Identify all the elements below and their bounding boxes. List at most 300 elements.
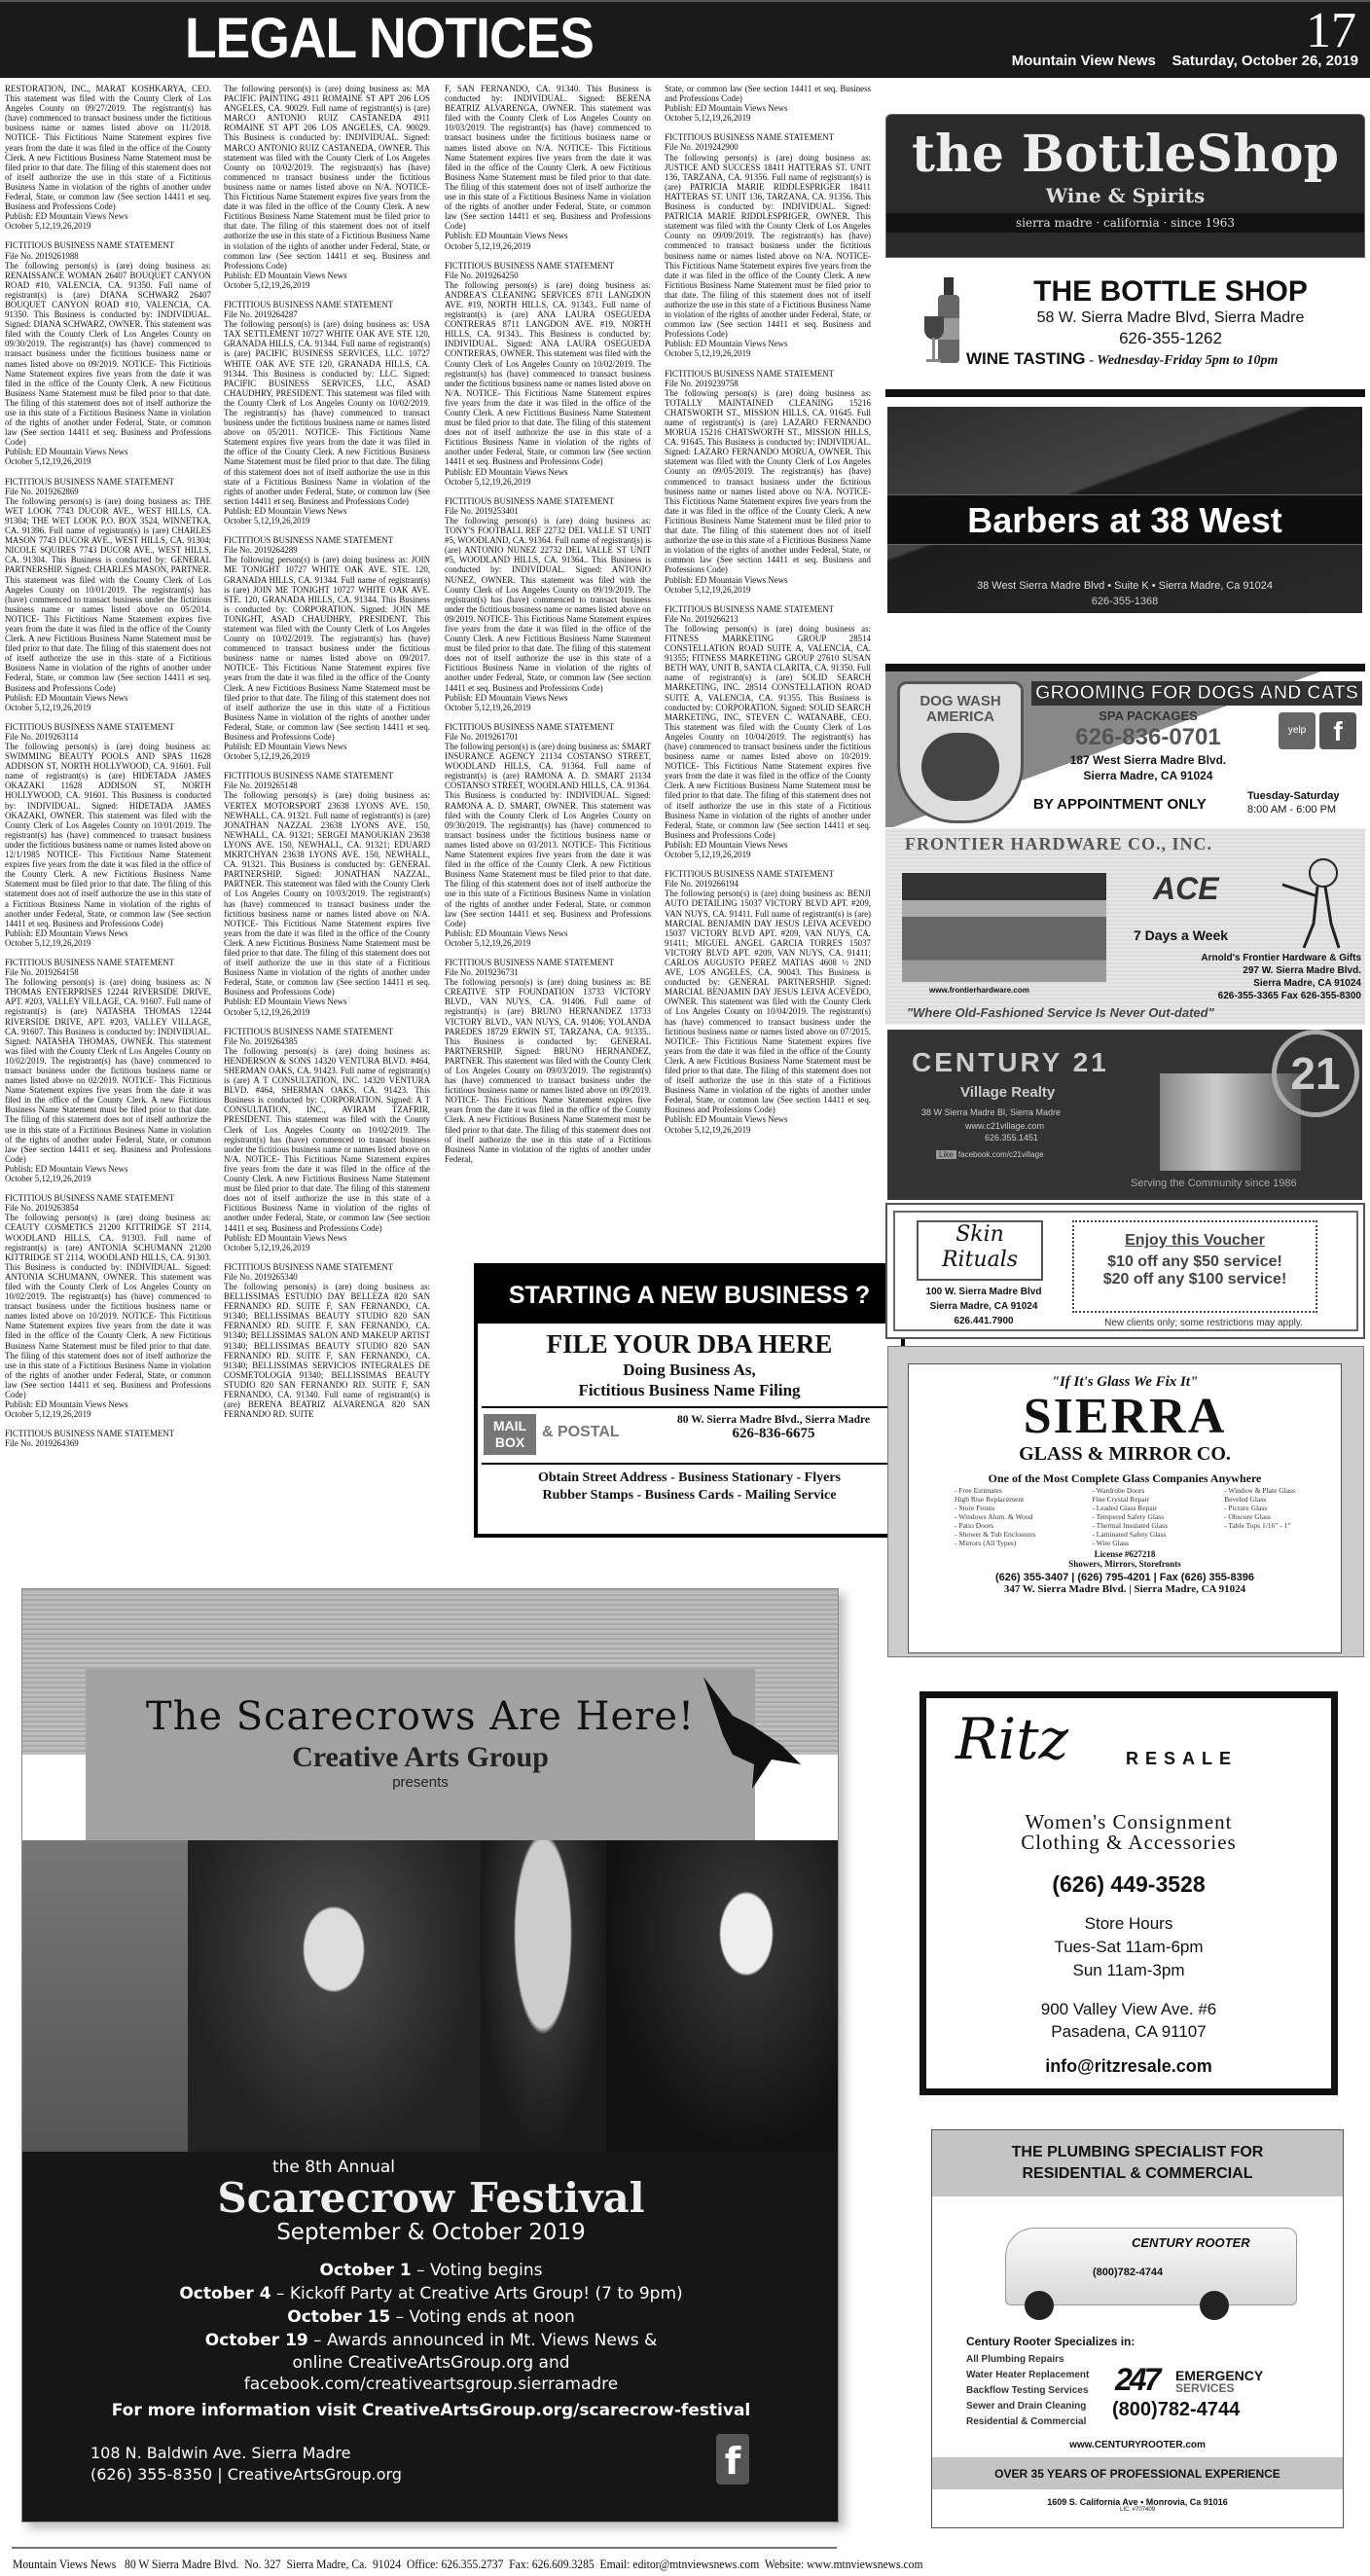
ace-logo: ACE [1153, 871, 1219, 906]
cag-address: 108 N. Baldwin Ave. Sierra Madre [90, 2444, 351, 2462]
notice-body [5, 261, 211, 448]
notice-body [5, 742, 211, 928]
festival-event [22, 2329, 839, 2352]
event-desc: – Voting begins [411, 2261, 543, 2280]
wine-bottle-icon [922, 277, 969, 370]
notice-heading: FICTITIOUS BUSINESS NAME STATEMENT [224, 771, 394, 781]
notice-boilerplate: NOTICE- This Fictitious Name Statement expires five years from the date it was filed in the office of the County Clerk. A new Fictitious Business Name Statement must be filed prior to that date. The filing of this statement does not of itself authorize the use in this state of a Fictitious Business Name in violation of the rights of another under Federal, State, or common law (See section 14411 et seq. Business and Professions Code) [224, 918, 430, 998]
festival-more-info[interactable]: For more information visit CreativeArtsGroup.org/scarecrow-festival [111, 2401, 751, 2420]
notice-file-number [5, 487, 211, 496]
rooter-license: LIC. #707409 [1119, 2507, 1156, 2513]
notice-boilerplate: NOTICE- This Fictitious Name Statement expires five years from the date it was filed in the office of the County Clerk. A new Fictitious Business Name Statement must be filed prior to that date. The filing of this statement does not of itself authorize the use in this state of a Fictitious Business Name in violation of the rights of another under Federal, State, or common law (See section 14411 et seq. Business and Professions Code) [5, 850, 211, 928]
file-number: 2019261701 [475, 731, 519, 742]
notice-publish: Publish: ED Mountain Views News [445, 466, 568, 477]
notice-text: The following person(s) is (are) doing business as: USA TAX SETTLEMENT 10727 WHITE OAK AVE STE 120, GRANADA HILLS, CA. 91344. Full name of registrant(s) is (are) PACIFIC BUSINESS SERVICES, LLC. 10727 WHITE OAK AVE STE 120, GRANADA HILLS, CA. 91344. This Business is conducted by: LLC. Signed: PACIFIC BUSINESS SERVICES, LLC, ASAD CHAUDHRY, PRESIDENT. This statement was filed with the County Clerk of Los Angeles County on 10/02/2019. The registrant(s) has (have) commenced to transact business under the fictitious business name or names listed above on 05/2011. [224, 319, 430, 438]
service-item: High Rise Replacement [955, 1495, 1025, 1504]
notice-dates: October 5,12,19,26,2019 [5, 456, 91, 467]
dog-wash-hours: 8:00 AM - 6:00 PM [1247, 804, 1337, 816]
barbers-title: Barbers at 38 West [887, 494, 1362, 545]
notice-publish: Publish: ED Mountain Views News [5, 692, 128, 703]
notice-boilerplate: NOTICE- This Fictitious Name Statement expires five years from the date it was filed in the office of the County Clerk. A new Fictitious Business Name Statement must be filed prior to that date. The filing of this statement does not of itself authorize the use in this state of a Fictitious Business Name in violation of the rights of another under Federal, State, or common law (See section 14411 et seq. Business and Professions Code) [665, 250, 871, 340]
festival-facebook: facebook.com/creativeartsgroup.sierramadre [243, 2375, 619, 2394]
file-number: 2019236731 [475, 967, 519, 978]
legal-notice [445, 84, 651, 251]
notice-body [5, 496, 211, 693]
notice-text: The following person(s) is (are) doing business as: BELLISSIMAS ESTUDIO DAY BELLEZA 820 SAN FERNANDO RD. SUITE F, SAN FERNANDO, CA. 91340; BELLISSIMAS BEAUTY STUDIO 820 SAN FERNANDO RD. SUITE F, SAN FERNANDO, CA. 91340; BELLISSIMAS SALON AND MAKEUP ARTIST 91340; BELLISSIMAS BEAUTY STUDIO 820 SAN FERNANDO RD. SUITE F, SAN FERNANDO, CA. 91340; BELLISSIMAS SERVICIOS INTEGRALES DE COSMETOLOGIA 91340; BELLISSIMAS BEAUTY STUDIO 820 SAN FERNANDO RD. SUITE F, SAN FERNANDO, CA. 91340. Full name of registrant(s) is (are) BERENA BEATRIZ ALVARENGA 820 SAN FERNANDO RD. SUITE [224, 1281, 430, 1420]
notice-body [445, 742, 651, 928]
footer-contact: Mountain Views News 80 W Sierra Madre Blvd. No. 327 Sierra Madre, Ca. 91024 Office: 626.355.2737 Fax: 626.609.3285 Email: editor@mtnviewsnews.com Website: www.mtnviewsnews.com [13, 2558, 923, 2571]
notice-boilerplate: NOTICE- This Fictitious Name Statement expires five years from the date it was filed in the office of the County Clerk. A new Fictitious Business Name Statement must be filed prior to that date. The filing of this statement does not of itself authorize the use in this state of a Fictitious Business Name in violation of the rights of another under Federal, State, or common law (See section 14411 et seq. Business and Professions Code) [5, 358, 211, 448]
notice-heading: FICTITIOUS BUSINESS NAME STATEMENT [224, 535, 394, 546]
notice-body [665, 84, 871, 103]
notice-text: The following person(s) is (are) doing business as: BE CREATIVE STP FOUNDATION 13733 VICTORY BLVD., VAN NUYS, CA. 91406. Full name of registrant(s) is (are) BRUNO HERNANDEZ 13733 VICTORY BLVD., VAN NUYS, CA. 91406; YOLANDA PAREDES 18729 ERWIN ST, TARZANA, CA. 91335.. This Business is conducted by: GENERAL PARTNERSHIP. Signed: BRUNO HERNANDEZ, PARTNER. This statement was filed with the County Clerk of Los Angeles County on 09/03/2019. The registrant(s) has (have) commenced to transact business under the fictitious business name or names listed above on 09/2019. NOTICE- This Fictitious Name Statement expires five years from the date it was filed in the office of the County Clerk. A new Fictitious Business Name Statement must be filed prior to that date. The filing of this statement does not of itself authorize the use in this state of a Fictitious Business Name in violation of the rights of another under Federal, [445, 977, 651, 1164]
van-wheel [1025, 2291, 1054, 2320]
file-label: File No. [224, 545, 253, 556]
sierra-services [909, 1486, 1341, 1547]
legal-notice [445, 722, 651, 948]
service-item: - Shower & Tub Enclosures [955, 1530, 1036, 1539]
dba-services [482, 1463, 897, 1505]
notice-heading: FICTITIOUS BUSINESS NAME STATEMENT [445, 495, 615, 506]
dog-wash-spa: SPA PACKAGES [1099, 708, 1198, 723]
service-item: Beveled Glass [1224, 1495, 1267, 1504]
file-number: 2019264158 [35, 967, 79, 978]
van-wheel [1200, 2291, 1229, 2320]
notice-body [665, 624, 871, 840]
rooter-phone: (800)782-4744 [1112, 2399, 1241, 2420]
van-brand: CENTURY ROOTER [1132, 2235, 1250, 2250]
notice-body [665, 889, 871, 1114]
sierra-glass-ad [887, 1346, 1364, 1657]
notice-text: F, SAN FERNANDO, CA. 91340. This Business is conducted by: INDIVIDUAL. Signed: BERENA BEATRIZ ALVARENGA, OWNER. This statement was filed with the County Clerk of Los Angeles County on 10/03/2019. The registrant(s) has (have) commenced to transact business under the fictitious business name or names listed above on N/A. [445, 84, 651, 153]
notice-heading: FICTITIOUS BUSINESS NAME STATEMENT [5, 1193, 175, 1204]
notice-publish: Publish: ED Mountain Views News [224, 1232, 347, 1243]
notice-dates: October 5,12,19,26,2019 [665, 1124, 751, 1135]
service-item: - Table Tops 1/16" - 1" [1224, 1521, 1291, 1530]
legal-notice [224, 1262, 430, 1420]
notice-dates: October 5,12,19,26,2019 [224, 279, 310, 290]
file-number: 2019264287 [254, 309, 298, 320]
rooter-headline-line: THE PLUMBING SPECIALIST FOR [1011, 2144, 1264, 2160]
frontier-city: Sierra Madre, CA 91024 [1253, 978, 1361, 989]
notice-text: The following person(s) is (are) doing business as: HENDERSON & SONS 14320 VENTURA BLVD. #464, SHERMAN OAKS, CA. 91423. Full name of registrant(s) is (are) A T CONSULTATION, INC. 14320 VENTURA BLVD. #464, SHERMAN OAKS, CA. 91423. This Business is conducted by: CORPORATION. Signed: A T CONSULTATION, INC., AVIRAM TZAFRIR, PRESIDENT. This statement was filed with the County Clerk of Los Angeles County on 10/02/2019. The registrant(s) has (have) commenced to transact business under the fictitious business name or names listed above on N/A. [224, 1045, 430, 1164]
rooter-specializes: Century Rooter Specializes in: [966, 2335, 1136, 2348]
voucher-offer: $20 off any $100 service! [1102, 1271, 1287, 1288]
legal-column-4 [665, 84, 871, 1256]
mailbox-logo: MAIL BOX [484, 1414, 536, 1455]
file-number: 2019264289 [254, 545, 298, 556]
legal-notice [5, 958, 211, 1183]
file-number: 2019264385 [254, 1035, 298, 1046]
notice-boilerplate: NOTICE- This Fictitious Name Statement expires five years from the date it was filed in the office of the County Clerk. A new Fictitious Business Name Statement must be filed prior to that date. The filing of this statement does not of itself authorize the use in this state of a Fictitious Business Name in violation of the rights of another under Federal, State, or common law (See section 14411 et seq. Business and Professions Code) [224, 1153, 430, 1233]
notice-text: The following person(s) is (are) doing business as: THE WET LOOK 7743 DUCOR AVE., WEST HILLS, CA. 91304; THE WET LOOK P.O. BOX 3524, WINNETKA, CA. 91396. Full name of registrant(s) is (are) CHARLES MASON 7743 DUCOR AVE., WEST HILLS, CA. 91304; NICOLE SQUIRES 7743 DUCOR AVE., WEST HILLS, CA. 91304. This Business is conducted by: GENERAL PARTNERSHIP. Signed: CHARLES MASON, PARTNER. This statement was filed with the County Clerk of Los Angeles County on 10/01/2019. The registrant(s) has (have) commenced to transact business under the fictitious business name or names listed above on 05/2014. [5, 495, 211, 614]
legal-notice [665, 84, 871, 123]
van-phone: (800)782-4744 [1093, 2267, 1164, 2278]
scarecrow-presents: presents [392, 1774, 449, 1791]
skin-address: 100 W. Sierra Madre Blvd [925, 1287, 1042, 1297]
festival-annual: the 8th Annual [271, 2158, 396, 2177]
event-date: October 1 [319, 2261, 412, 2280]
service-item: - Mirrors (All Types) [955, 1539, 1017, 1547]
file-label: File No. [224, 1271, 253, 1282]
frontier-days: 7 Days a Week [1134, 927, 1229, 943]
file-label: File No. [5, 486, 34, 496]
notice-boilerplate: NOTICE- This Fictitious Name Statement expires five years from the date it was filed in the office of the County Clerk. A new Fictitious Business Name Statement must be filed prior to that date. The filing of this statement does not of itself authorize the use in this state of a Fictitious Business Name in violation of the rights of another under Federal, State, or common law (See section 14411 et seq. Business and Professions Code) [665, 761, 871, 840]
notice-file-number [224, 1036, 430, 1046]
service-item: - Windows Alum. & Wood [955, 1512, 1033, 1521]
notice-dates: October 5,12,19,26,2019 [665, 584, 751, 595]
notice-boilerplate: NOTICE- This Fictitious Name Statement expires five years from the date it was filed in the office of the County Clerk. A new Fictitious Business Name Statement must be filed prior to that date. The filing of this statement does not of itself authorize the use in this state of a Fictitious Business Name in violation of the rights of another under Federal, State, or common law (See section 14411 et seq. Business and Professions Code) [445, 142, 651, 232]
ritz-tagline-2: Clothing & Accessories [1021, 1831, 1237, 1854]
notice-body [445, 280, 651, 467]
file-label: File No. [224, 309, 253, 320]
notice-heading: FICTITIOUS BUSINESS NAME STATEMENT [665, 132, 835, 143]
file-label: File No. [445, 270, 474, 280]
notice-file-number [445, 967, 651, 977]
notice-dates: October 5,12,19,26,2019 [665, 850, 751, 860]
ritz-email[interactable]: info@ritzresale.com [1045, 2056, 1212, 2076]
notice-boilerplate: NOTICE- This Fictitious Name Statement expires five years from the date it was filed in the office of the County Clerk. A new Fictitious Business Name Statement must be filed prior to that date. The filing of this statement does not of itself authorize the use in this state of a Fictitious Business Name in violation of the rights of another under Federal, State, or common law (See section 14411 et seq. Business and Professions Code) [445, 387, 651, 467]
file-number: 2019266213 [695, 613, 739, 624]
dateline [1012, 53, 1358, 69]
like-button[interactable]: Like [936, 1150, 956, 1159]
notice-body [224, 555, 430, 742]
notice-publish: Publish: ED Mountain Views News [665, 103, 788, 114]
notice-publish: Publish: ED Mountain Views News [5, 1163, 128, 1174]
file-label: File No. [5, 1203, 34, 1214]
rooter-service-item: All Plumbing Repairs [966, 2354, 1064, 2365]
notice-heading: FICTITIOUS BUSINESS NAME STATEMENT [224, 1261, 394, 1272]
dog-wash-city: Sierra Madre, CA 91024 [1083, 769, 1213, 782]
ritz-resale-ad [919, 1691, 1338, 2095]
notice-text: The following person(s) is (are) doing business as: VERTEX MOTORSPORT 23638 LYONS AVE. 150, NEWHALL, CA. 91321. Full name of registrant(s) is (are) JONATHAN NAZZAL 23638 LYONS AVE. 150, NEWHALL, CA. 91321; SERGEI MANOUKIAN 23638 LYONS AVE. 150, NEWHALL, CA. 91321; EDUARD MKRTCHYAN 23638 LYONS AVE. 150, NEWHALL, CA. 91321. This Business is conducted by: GENERAL PARTNERSHIP. Signed: JONATHAN NAZZAL, PARTNER. This statement was filed with the County Clerk of Los Angeles County on 10/03/2019. The registrant(s) has (have) commenced to transact business under the fictitious business name or names listed above on N/A. [224, 790, 430, 919]
barbers-ad [887, 407, 1362, 613]
dog-wash-appointment: BY APPOINTMENT ONLY [1033, 796, 1207, 813]
service-item: - Thermal Insulated Glass [1092, 1521, 1168, 1530]
sierra-phones: (626) 355-3407 | (626) 795-4201 | Fax (626) 355-8396 [994, 1572, 1255, 1583]
sierra-tagline: One of the Most Complete Glass Companies Anywhere [988, 1471, 1262, 1485]
bottleshop-sub: sierra madre · california · since 1963 [886, 213, 1364, 233]
notice-file-number [224, 1272, 430, 1282]
dog-wash-days: Tuesday-Saturday [1247, 790, 1340, 802]
notice-text: The following person(s) is (are) doing business as: TONY'S FOOTBALL REF 22732 DEL VALLE ST UNIT #5, WOODLAND, CA. 91364. Full name of registrant(s) is (are) ANTONIO NUNEZ 22732 DEL VALLE ST UNIT #5, WOODLAND HILLS, CA. 91364.. This Business is conducted by: INDIVIDUAL. Signed: ANTONIO NUNEZ, OWNER. This statement was filed with the County Clerk of Los Angeles County on 09/19/2019. The registrant(s) has (have) commenced to transact business under the fictitious business name or names listed above on 09/2019. [445, 515, 651, 624]
scarecrow-headline: The Scarecrows Are Here! [145, 1694, 696, 1739]
service-van [1005, 2208, 1297, 2325]
festival-online: online CreativeArtsGroup.org and [292, 2353, 570, 2373]
file-number: 2019253401 [475, 505, 519, 516]
notice-dates: October 5,12,19,26,2019 [445, 476, 531, 487]
century-rooter-ad [931, 2129, 1344, 2489]
scarecrow-photos [22, 1840, 839, 2152]
rooter-service-item: Backflow Testing Services [966, 2385, 1089, 2396]
dog-wash-headline: GROOMING FOR DOGS AND CATS [1031, 681, 1362, 706]
dba-services-line: Obtain Street Address - Business Stationary - Flyers [538, 1470, 841, 1485]
service-item: - Obscure Glass [1224, 1512, 1271, 1521]
service-item: - Patio Doors [955, 1521, 994, 1530]
notice-text: The following person(s) is (are) doing business as: CEAUTY COSMETICS 21200 KITTRIDGE ST 2114, WOODLAND HILLS, CA. 91303. Full name of registrant(s) is (are) ANTONIA SCHUMANN 21200 KITTRIDGE ST 2114, WOODLAND HILLS, CA. 91303. This Business is conducted by: INDIVIDUAL. Signed: ANTONIA SCHUMANN, OWNER. This statement was filed with the County Clerk of Los Angeles County on 10/02/2019. The registrant(s) has (have) commenced to transact business under the fictitious business name or names listed above on 10/2019. [5, 1213, 211, 1322]
dba-title: FILE YOUR DBA HERE [546, 1329, 833, 1359]
notice-body [665, 153, 871, 340]
notice-file-number [224, 545, 430, 555]
service-item: - Free Estimates [955, 1486, 1002, 1495]
notice-file-number [5, 1438, 211, 1448]
service-item: - Store Fronts [955, 1504, 995, 1512]
facebook-icon[interactable]: f [716, 2434, 749, 2485]
legal-notice [224, 84, 430, 290]
legal-notice [445, 261, 651, 487]
photo-glasses-scarecrow [480, 1840, 606, 2152]
ritz-address: 900 Valley View Ave. #6 [1040, 2000, 1217, 2018]
century21-title: CENTURY 21 [912, 1047, 1109, 1077]
festival-events [22, 2259, 839, 2352]
notice-boilerplate: NOTICE- This Fictitious Name Statement expires five years from the date it was filed in the office of the County Clerk. A new Fictitious Business Name Statement must be filed prior to that date. The filing of this statement does not of itself authorize the use in this state of a Fictitious Business Name in violation of the rights of another under Federal, State, or common law (See section 14411 et seq. Business and Professions Code) [224, 427, 430, 506]
festival-title: Scarecrow Festival [217, 2174, 645, 2222]
notice-file-number [445, 506, 651, 516]
yelp-icon[interactable]: yelp [1279, 712, 1316, 749]
notice-text: RESTORATION, INC., MARAT KOSHKARYA, CEO. This statement was filed with the County Clerk of Los Angeles County on 09/27/2019. The registrant(s) has (have) commenced to transact business under the fictitious business name or names listed above on 11/2018. [5, 84, 211, 133]
legal-notice [445, 958, 651, 1164]
notice-boilerplate: NOTICE- This Fictitious Name Statement expires five years from the date it was filed in the office of the County Clerk. A new Fictitious Business Name Statement must be filed prior to that date. The filing of this statement does not of itself authorize the use in this state of a Fictitious Business Name in violation of the rights of another under Federal, State, or common law (See section 14411 et seq. Business and Professions Code) [224, 663, 430, 742]
notice-publish: Publish: ED Mountain Views News [5, 447, 128, 457]
festival-event [22, 2282, 839, 2305]
notice-dates: October 5,12,19,26,2019 [5, 1409, 91, 1420]
notice-file-number [665, 879, 871, 889]
skin-city: Sierra Madre, CA 91024 [929, 1301, 1038, 1312]
notice-boilerplate: NOTICE- This Fictitious Name Statement expires five years from the date it was filed in the office of the County Clerk. A new Fictitious Business Name Statement must be filed prior to that date. The filing of this statement does not of itself authorize the use in this state of a Fictitious Business Name in violation of the rights of another under Federal, State, or common law (See section 14411 et seq. Business and Professions Code) [445, 613, 651, 693]
divider [885, 664, 1365, 671]
file-number: 2019263114 [35, 731, 79, 742]
file-number: 2019265148 [254, 780, 298, 791]
notice-boilerplate: NOTICE- This Fictitious Name Statement expires five years from the date it was filed in the office of the County Clerk. A new Fictitious Business Name Statement must be filed prior to that date. The filing of this statement does not of itself authorize the use in this state of a Fictitious Business Name in violation of the rights of another under Federal, State, or common law (See section 14411 et seq. Business and Professions Code) [5, 1311, 211, 1399]
file-number: 2019261988 [35, 250, 79, 261]
notice-dates: October 5,12,19,26,2019 [445, 240, 531, 251]
wine-tasting [966, 349, 1278, 369]
notice-heading: FICTITIOUS BUSINESS NAME STATEMENT [5, 240, 175, 251]
photo-frida-scarecrow [606, 1840, 839, 2152]
wine-tasting-hours: - Wednesday-Friday 5pm to 10pm [1089, 353, 1279, 368]
century21-phone: 626.355.1451 [985, 1133, 1039, 1143]
notice-heading: FICTITIOUS BUSINESS NAME STATEMENT [5, 1429, 175, 1439]
legal-notice [5, 722, 211, 948]
legal-notice [224, 535, 430, 761]
notice-boilerplate: NOTICE- This Fictitious Name Statement expires five years from the date it was filed in the office of the County Clerk. A new Fictitious Business Name Statement must be filed prior to that date. The filing of this statement does not of itself authorize the use in this state of a Fictitious Business Name in violation of the rights of another under Federal, State, or common law (See section 14411 et seq. Business and Professions Code) [5, 613, 211, 693]
service-item: - Picture Glass [1224, 1504, 1268, 1512]
notice-dates: October 5,12,19,26,2019 [5, 702, 91, 712]
dog-wash-logo [897, 681, 1024, 823]
notice-publish: Publish: ED Mountain Views News [665, 1114, 788, 1125]
legal-notice [665, 369, 871, 595]
file-number: 2019264369 [35, 1438, 79, 1449]
dog-face-icon [921, 733, 999, 801]
frontier-store: Arnold's Frontier Hardware & Gifts [1201, 953, 1361, 963]
notice-boilerplate: NOTICE- This Fictitious Name Statement expires five years from the date it was filed in the office of the County Clerk. A new Fictitious Business Name Statement must be filed prior to that date. The filing of this statement does not of itself authorize the use in this state of a Fictitious Business Name in violation of the rights of another under Federal, State, or common law (See section 14411 et seq. Business and Professions Code) [445, 839, 651, 928]
notice-dates: October 5,12,19,26,2019 [5, 221, 91, 232]
crow-icon [694, 1667, 811, 1794]
rooter-services [966, 2352, 1089, 2430]
voucher-note: New clients only; some restrictions may apply. [1104, 1318, 1303, 1328]
notice-body [5, 977, 211, 1164]
notice-publish: Publish: ED Mountain Views News [5, 1399, 128, 1410]
file-label: File No. [5, 731, 34, 742]
service-item: - Window & Plate Glass [1224, 1486, 1295, 1495]
notice-heading: FICTITIOUS BUSINESS NAME STATEMENT [224, 299, 394, 309]
notice-file-number [224, 309, 430, 319]
bottleshop-tagline: Wine & Spirits [1045, 184, 1206, 207]
dba-filing-ad [474, 1263, 905, 1538]
rooter-website[interactable]: www.CENTURYROOTER.com [1069, 2440, 1206, 2450]
photo-spiderman-scarecrow [22, 1840, 188, 2152]
voucher-title: Enjoy this Voucher [1125, 1232, 1265, 1249]
notice-heading: FICTITIOUS BUSINESS NAME STATEMENT [5, 721, 175, 732]
notice-heading: FICTITIOUS BUSINESS NAME STATEMENT [445, 260, 615, 271]
ritz-hours: Tues-Sat 11am-6pm [1054, 1938, 1204, 1956]
notice-text: The following person(s) is (are) doing business as: SWIMMING BEAUTY POOLS AND SPAS 11628 ADDISON ST, NORTH HOLLYWOOD, CA. 91601. Full name of registrant(s) is (are) HIDETADA JAMES OKAZAKI 11628 ADDISON ST, NORTH HOLLYWOOD, CA. 91601. This Business is conducted by: INDIVIDUAL. Signed: HIDETADA JAMES OKAZAKI, OWNER. This statement was filed with the County Clerk of Los Angeles County on 10/01/2019. The registrant(s) has (have) commenced to transact business under the fictitious business name or names listed above on 12/1/1985 [5, 742, 211, 860]
century-rooter-footer [931, 2489, 1344, 2528]
frontier-phones: 626-355-3365 Fax 626-355-8300 [1217, 991, 1361, 1001]
dba-contact [647, 1414, 900, 1442]
frontier-website[interactable]: www.frontierhardware.com [929, 986, 1029, 995]
service-item: - Tempered Safety Glass [1092, 1512, 1165, 1521]
frontier-title: FRONTIER HARDWARE CO., INC. [905, 834, 1213, 853]
legal-notice [5, 240, 211, 466]
file-label: File No. [665, 142, 694, 153]
page-number: 17 [1306, 3, 1356, 58]
legal-column-2 [224, 84, 430, 1563]
sierra-address: 347 W. Sierra Madre Blvd. | Sierra Madre, CA 91024 [1003, 1583, 1246, 1595]
event-date: October 4 [179, 2284, 271, 2304]
dog-wash-ad [885, 671, 1365, 827]
ritz-hours-title: Store Hours [1084, 1914, 1173, 1933]
notice-heading: FICTITIOUS BUSINESS NAME STATEMENT [5, 957, 175, 967]
dba-address: 80 W. Sierra Madre Blvd., Sierra Madre [677, 1414, 870, 1426]
service-item: - Leaded Glass Repair [1092, 1504, 1158, 1512]
century21-facebook[interactable]: Like facebook.com/c21village [936, 1150, 1044, 1159]
notice-dates: October 5,12,19,26,2019 [445, 937, 531, 948]
notice-publish: Publish: ED Mountain Views News [445, 927, 568, 938]
notice-boilerplate: NOTICE- This Fictitious Name Statement expires five years from the date it was filed in the office of the County Clerk. A new Fictitious Business Name Statement must be filed prior to that date. The filing of this statement does not of itself authorize the use in this state of a Fictitious Business Name in violation of the rights of another under Federal, State, or common law (See section 14411 et seq. Business and Professions Code) [665, 486, 871, 575]
file-label: File No. [5, 967, 34, 978]
file-label: File No. [665, 613, 694, 624]
legal-notice [665, 604, 871, 859]
notice-text: State, or common law (See section 14411 et seq. Business and Professions Code) [665, 84, 871, 104]
notice-heading: FICTITIOUS BUSINESS NAME STATEMENT [224, 1026, 394, 1036]
legal-notice [5, 84, 211, 231]
file-label: File No. [224, 1035, 253, 1046]
service-item: Fine Crystal Repair [1092, 1495, 1150, 1504]
service-column [1092, 1486, 1168, 1547]
frontier-hardware-ad [885, 828, 1365, 1025]
frontier-slogan: "Where Old-Fashioned Service Is Never Out-dated" [907, 1005, 1214, 1020]
notice-publish: Publish: ED Mountain Views News [224, 997, 347, 1007]
notice-text: The following person(s) is (are) doing business as: SMART INSURANCE AGENCY 21134 COSTANSO STREET, WOODLAND HILLS, CA. 91364. Full name of registrant(s) is (are) RAMONA A. D. SMART 21134 COSTANSO STREET, WOODLAND HILLS, CA. 91364. This Business is conducted by: INDIVIDUAL. Signed: RAMONA A. D. SMART, OWNER. This statement was filed with the County Clerk of Los Angeles County on 09/30/2019. The registrant(s) has (have) commenced to transact business under the fictitious business name or names listed above on 03/2013. [445, 742, 651, 850]
notice-heading: FICTITIOUS BUSINESS NAME STATEMENT [445, 721, 615, 732]
notice-body [224, 84, 430, 271]
notice-text: The following person(s) is (are) doing business as: MA PACIFIC PAINTING 4911 ROMAINE ST APT 206 LOS ANGELES, CA. 90029. Full name of registrant(s) is (are) MARCO ANTONIO RUIZ CASTANEDA 4911 ROMAINE ST APT 206 LOS ANGELES, CA. 90029. This Business is conducted by: INDIVIDUAL. Signed: MARCO ANTONIO RUIZ CASTANEDA, OWNER. This statement was filed with the County Clerk of Los Angeles County on 10/02/2019. The registrant(s) has (have) commenced to transact business under the fictitious business name or names listed above on N/A. [224, 84, 430, 192]
rooter-experience: OVER 35 YEARS OF PROFESSIONAL EXPERIENCE [932, 2457, 1343, 2489]
notice-publish: Publish: ED Mountain Views News [224, 270, 347, 280]
notice-body [224, 790, 430, 997]
file-label: File No. [5, 250, 34, 261]
notice-text: The following person(s) is (are) doing business as: ANDREA'S CLEANING SERVICES 8711 LANGDON AVE. #19, NORTH HILLS, CA. 91343.. Full name of registrant(s) is (are) ANA LAURA OSEGUEDA CONTRERAS 8711 LANGDON AVE. #19, NORTH HILLS, CA. 91343.. This Business is conducted by: INDIVIDUAL. Signed: ANA LAURA OSEGUEDA CONTRERAS, OWNER. This statement was filed with the County Clerk of Los Angeles County on 10/02/2019. The registrant(s) has (have) commenced to transact business under the fictitious business name or names listed above on N/A. [445, 279, 651, 398]
legal-notice [5, 1193, 211, 1419]
service-item: - Laminated Safety Glass [1092, 1530, 1167, 1539]
file-label: File No. [665, 378, 694, 388]
ritz-phone: (626) 449-3528 [1052, 1871, 1206, 1897]
bottleshop-address: 58 W. Sierra Madre Blvd, Sierra Madre [1036, 309, 1305, 326]
voucher [1072, 1220, 1317, 1313]
notice-dates: October 5,12,19,26,2019 [445, 702, 531, 712]
bottleshop-logo: the BottleShop [912, 125, 1339, 184]
voucher-offer: $10 off any $50 service! [1107, 1253, 1282, 1270]
legal-column-3 [445, 84, 651, 1256]
notice-file-number [5, 967, 211, 977]
rooter-services-word: SERVICES [1175, 2381, 1235, 2395]
notice-dates: October 5,12,19,26,2019 [5, 1174, 91, 1184]
notice-body [665, 388, 871, 575]
notice-body [445, 977, 651, 1164]
notice-publish: Publish: ED Mountain Views News [224, 742, 347, 752]
notice-text: The following person(s) is (are) doing business as: RENAISSANCE WOMAN 26407 BOUQUET CANYON ROAD #10, VALENCIA, CA. 91350. Full name of registrant(s) is (are) DIANA SCHWARZ 26407 BOUQUET CANYON ROAD #10, VALENCIA, CA. 91350. This Business is conducted by: INDIVIDUAL. Signed: DIANA SCHWARZ, OWNER. This statement was filed with the County Clerk of Los Angeles County on 09/30/2019. The registrant(s) has (have) commenced to transact business under the fictitious business name or names listed above on 09/2019. [5, 260, 211, 369]
legal-notice [5, 1429, 211, 1448]
wine-tasting-label: WINE TASTING [966, 349, 1086, 368]
hardware-man-icon [1275, 855, 1352, 953]
file-label: File No. [5, 1438, 34, 1449]
footer-rule [12, 2547, 837, 2549]
file-number: 2019263854 [35, 1203, 79, 1214]
notice-file-number [445, 732, 651, 742]
file-label: File No. [445, 967, 474, 978]
notice-heading: FICTITIOUS BUSINESS NAME STATEMENT [665, 869, 835, 880]
event-date: October 19 [204, 2331, 308, 2350]
festival-months: September & October 2019 [276, 2220, 586, 2245]
notice-file-number [665, 142, 871, 152]
photo-hippie-scarecrow [188, 1840, 480, 2152]
file-number: 2019262869 [35, 486, 79, 496]
legal-notice [445, 496, 651, 712]
century21-sub: Village Realty [960, 1084, 1056, 1101]
dba-subtitle-2: Fictitious Business Name Filing [578, 1381, 801, 1399]
notice-text: The following person(s) is (are) doing business as: N THOMAS ENTERPRISES 12244 RIVERSIDE DRIVE, APT. #203, VALLEY VILLAGE, CA. 91607. Full name of registrant(s) is (are) NATASHA THOMAS 12244 RIVERSIDE DRIVE, APT. #203, VALLEY VILLAGE, CA. 91607. This Business is conducted by: INDIVIDUAL. Signed: NATASHA THOMAS, OWNER. This statement was filed with the County Clerk of Los Angeles County on 10/02/2019. The registrant(s) has (have) commenced to transact business under the fictitious business name or names listed above on 02/2019. [5, 977, 211, 1086]
service-item: - Wardrobe Doors [1092, 1486, 1145, 1495]
file-label: File No. [224, 780, 253, 791]
service-column [1224, 1486, 1295, 1547]
file-label: File No. [665, 879, 694, 889]
notice-file-number [5, 251, 211, 261]
century21-website[interactable]: www.c21village.com [965, 1121, 1045, 1131]
rooter-service-item: Residential & Commercial [966, 2416, 1087, 2427]
notice-boilerplate: NOTICE- This Fictitious Name Statement expires five years from the date it was filed in the office of the County Clerk. A new Fictitious Business Name Statement must be filed prior to that date. The filing of this statement does not of itself authorize the use in this state of a Fictitious Business Name in violation of the rights of another under Federal, State, or common law (See section 14411 et seq. Business and Professions Code) [665, 1035, 871, 1115]
dba-services-line: Rubber Stamps - Business Cards - Mailing Service [542, 1488, 837, 1503]
festival-info [22, 2152, 839, 2522]
notice-boilerplate: NOTICE- This Fictitious Name Statement expires five years from the date it was filed in the office of the County Clerk. A new Fictitious Business Name Statement must be filed prior to that date. The filing of this statement does not of itself authorize the use in this state of a Fictitious Business Name in violation of the rights of another under Federal, State, or common law (See section 14411 et seq. Business and Professions Code) [5, 1075, 211, 1164]
legal-notice [224, 1027, 430, 1252]
notice-text: The following person(s) is (are) doing business as: JUSTICE AND SUCCESS 18411 HATTERAS ST. UNIT 136, TARZANA, CA. 91356. Full name of registrant(s) is (are) PATRICIA MARIE RIDDLESPRIGER 18411 HATTERAS ST. UNIT 136, TARZANA, CA. 91356. This Business is conducted by: INDIVIDUAL. Signed: PATRICIA MARIE RIDDLESPRIGER, OWNER. This statement was filed with the County Clerk of Los Angeles County on 09/09/2019. The registrant(s) has (have) commenced to transact business under the fictitious business name or names listed above on N/A. [665, 152, 871, 261]
file-label: File No. [445, 731, 474, 742]
notice-publish: Publish: ED Mountain Views News [665, 339, 788, 349]
sierra-specialties: Showers, Mirrors, Storefronts [1068, 1559, 1181, 1569]
notice-dates: October 5,12,19,26,2019 [665, 348, 751, 359]
sierra-inner [908, 1363, 1342, 1653]
scarecrow-festival-ad [21, 1588, 839, 2522]
festival-event [22, 2259, 839, 2282]
dba-subtitle: Doing Business As, [623, 1361, 756, 1379]
notice-publish: Publish: ED Mountain Views News [445, 692, 568, 703]
notice-heading: FICTITIOUS BUSINESS NAME STATEMENT [5, 476, 175, 487]
ritz-tagline: Women's Consignment [1025, 1810, 1233, 1833]
facebook-icon[interactable]: f [1319, 712, 1356, 749]
legal-notice [224, 771, 430, 1016]
bottleshop-logo-ad [885, 114, 1365, 258]
